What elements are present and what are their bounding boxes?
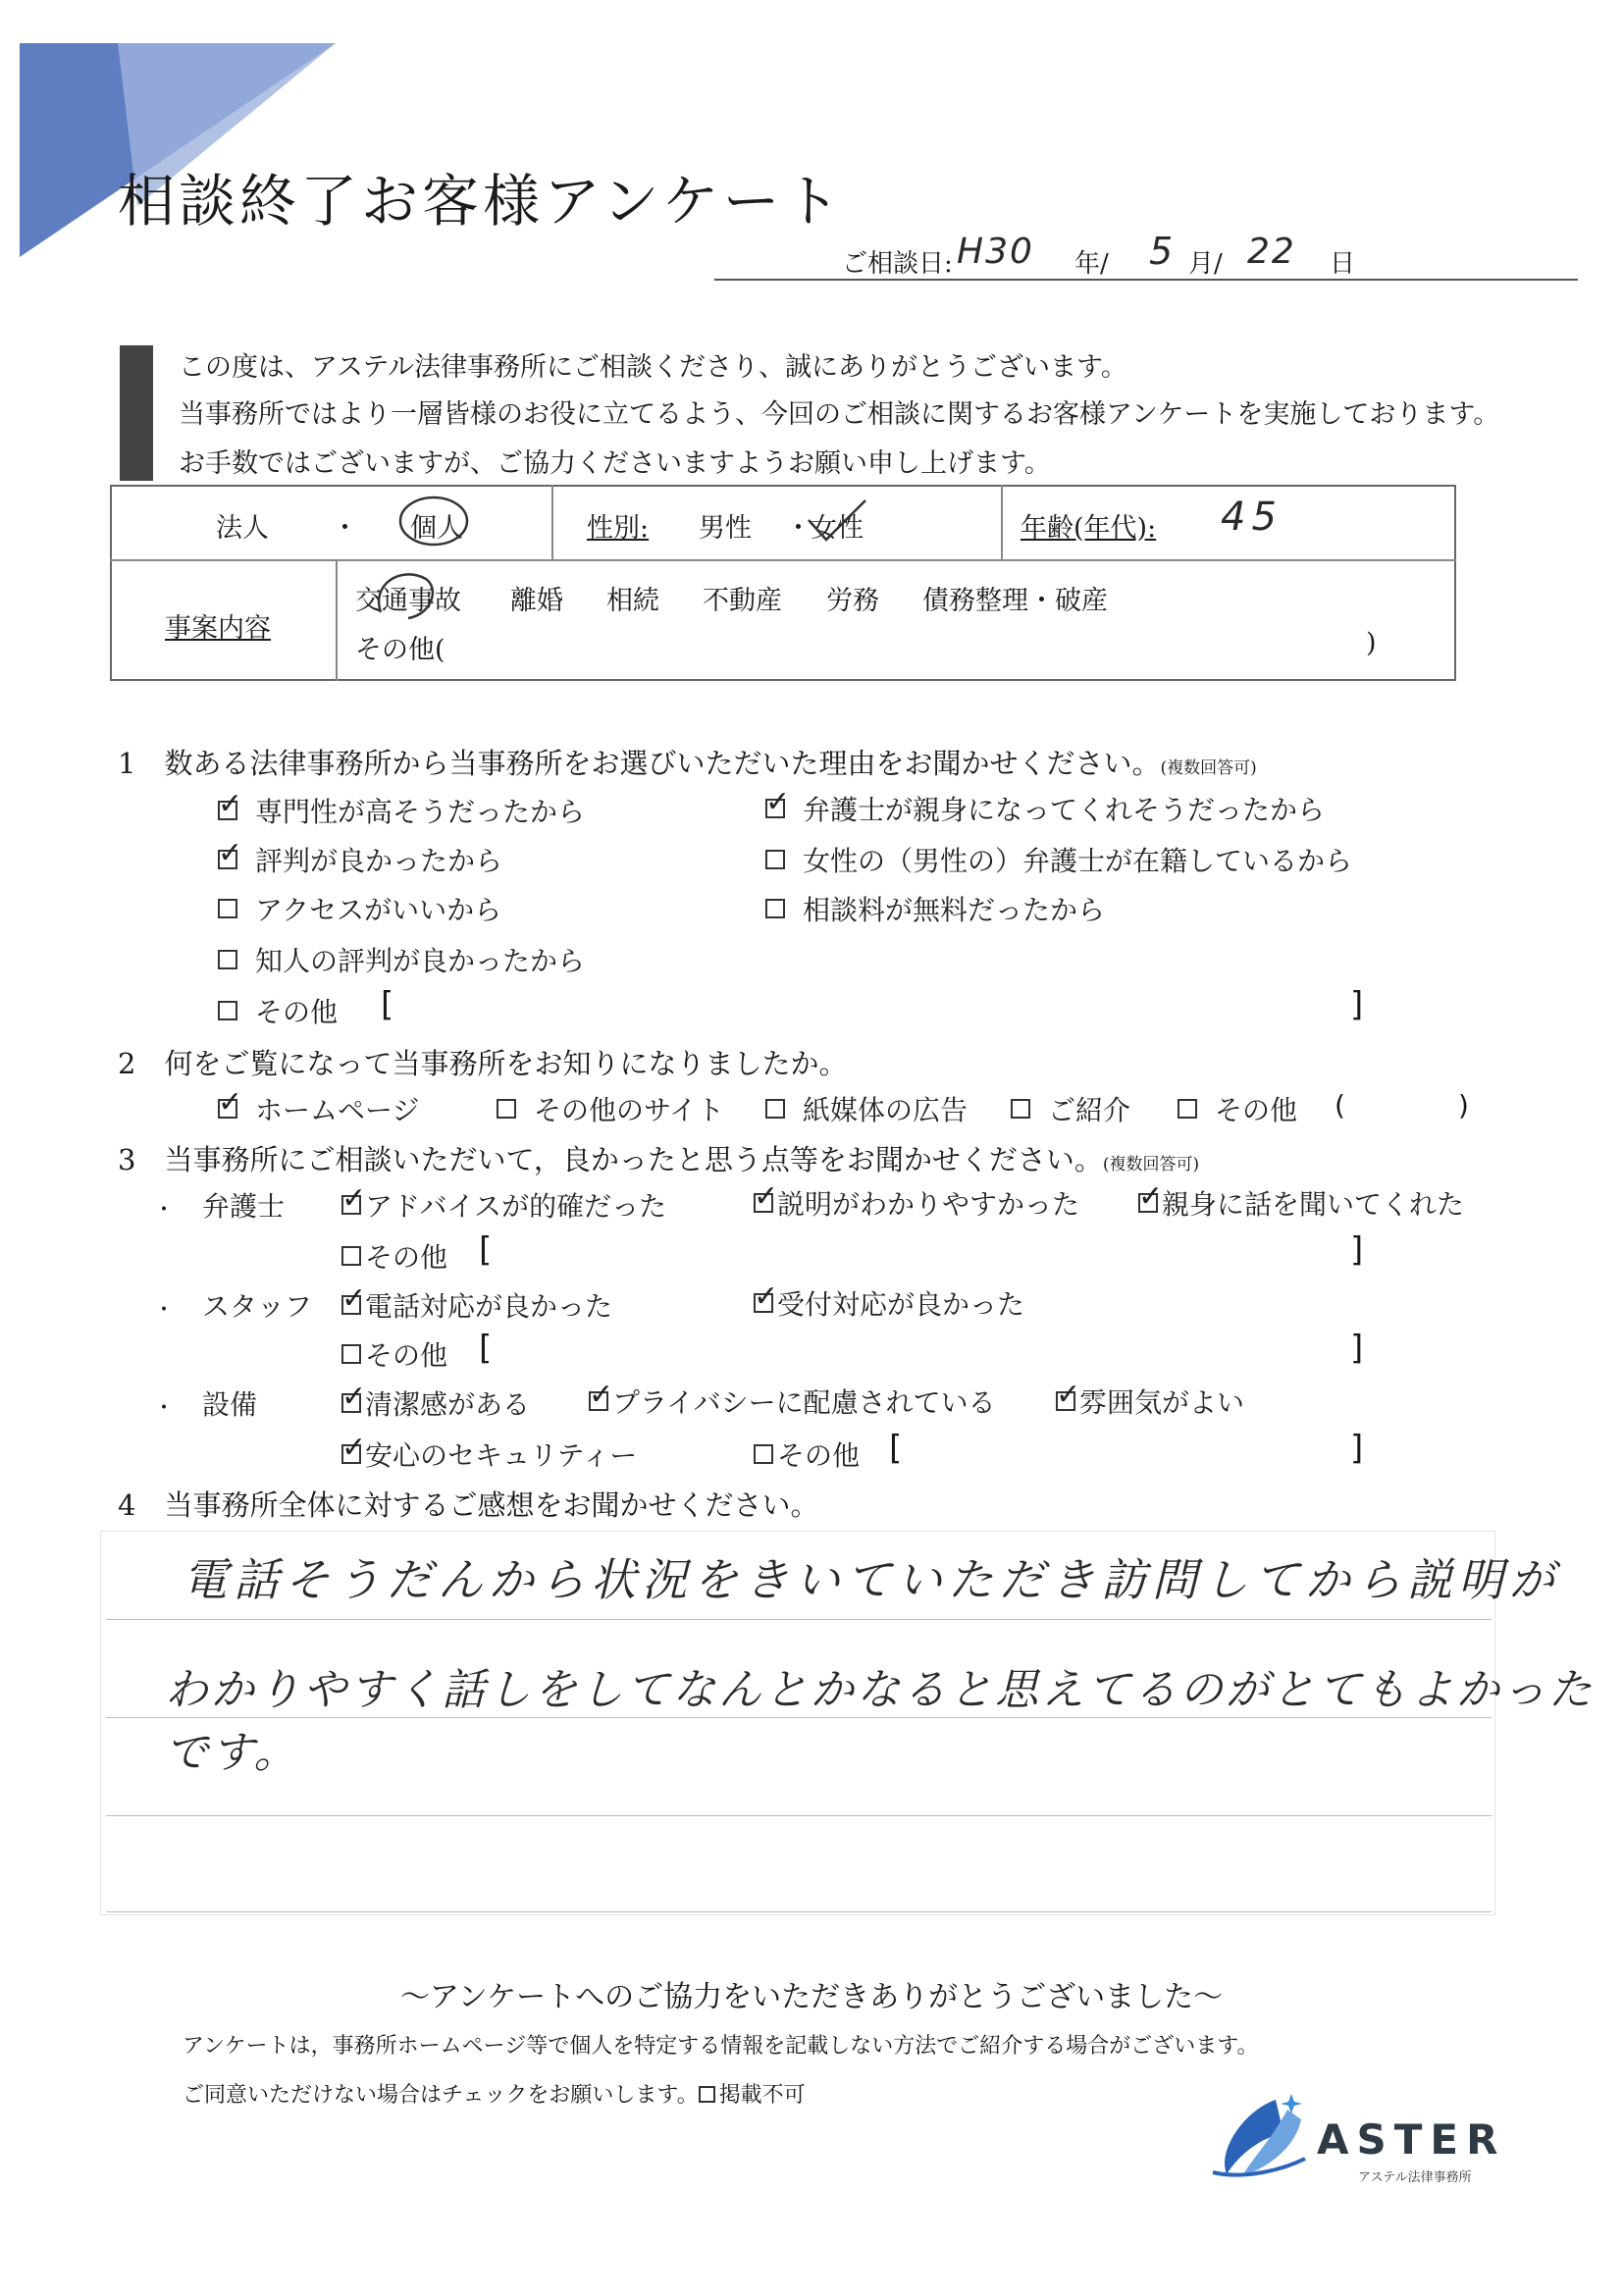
checkbox-icon[interactable] (218, 1001, 237, 1020)
q1-option[interactable]: ✓専門性が高そうだったから (218, 791, 585, 830)
bracket-close: ] (1350, 1329, 1364, 1368)
page-title: 相談終了お客様アンケート (118, 168, 845, 235)
q1-option[interactable]: 女性の（男性の）弁護士が在籍しているから (765, 840, 1352, 879)
checkbox-checked-icon[interactable] (341, 1444, 361, 1464)
bracket-open: [ (479, 1230, 493, 1270)
checkbox-icon[interactable] (1178, 1099, 1197, 1119)
client-corporate: 法人 (216, 513, 269, 544)
question-2-title: 2 何をご覧になって当事務所をお知りになりましたか。 (118, 1047, 848, 1080)
q2-option[interactable]: その他 (1178, 1089, 1297, 1128)
publication-note: アンケートは，事務所ホームページ等で個人を特定する情報を記載しない方法でご紹介する場合がございます。 (183, 2034, 1259, 2059)
q3-staff-other[interactable]: その他 (341, 1334, 447, 1374)
bracket-close: ] (1350, 1230, 1364, 1270)
gender-label: 性別: (587, 513, 650, 544)
opt-out-text: ご同意いただけない場合はチェックをお願いします。 (183, 2083, 699, 2108)
question-1-title (118, 742, 1257, 782)
case-option: 債務整理・破産 (922, 586, 1108, 616)
circle-mark-icon (371, 565, 440, 622)
date-month: 5 (1149, 230, 1179, 273)
q3-facility-other[interactable]: その他 (754, 1435, 860, 1474)
case-option: 相続 (606, 586, 659, 616)
opt-out-note (183, 2078, 806, 2109)
thanks-message: ～アンケートへのご協力をいただきありがとうございました～ (399, 1980, 1224, 2014)
table-col-divider (336, 559, 338, 681)
bracket-close: ] (1350, 1429, 1364, 1468)
comment-rule (106, 1911, 1492, 1912)
case-label: 事案内容 (165, 613, 271, 644)
q1-option[interactable]: 知人の評判が良かったから (218, 940, 585, 979)
checkbox-icon[interactable] (218, 950, 237, 969)
aster-logo-icon (1207, 2090, 1309, 2184)
q3-staff-option[interactable]: ✓ 電話対応が良かった (341, 1285, 612, 1325)
q3-lawyer-option[interactable]: ✓ 親身に話を聞いてくれた (1138, 1183, 1464, 1223)
checkbox-icon[interactable] (218, 899, 237, 918)
checkbox-icon[interactable] (765, 899, 785, 918)
q3-staff-option[interactable]: ✓ 受付対応が良かった (754, 1283, 1024, 1323)
q3-staff-label: スタッフ (202, 1290, 313, 1323)
checkbox-checked-icon[interactable] (1056, 1391, 1075, 1411)
date-year-unit: 年/ (1074, 249, 1109, 279)
checkbox-checked-icon[interactable] (218, 801, 237, 820)
q3-lawyer-other[interactable]: その他 (341, 1236, 447, 1276)
question-4-title: 4 当事務所全体に対するご感想をお聞かせください。 (118, 1488, 819, 1522)
case-option: 不動産 (703, 586, 782, 616)
q1-option[interactable]: アクセスがいいから (218, 889, 501, 928)
question-3-text: 3 当事務所にご相談いただいて，良かったと思う点等をお聞かせください。 (118, 1143, 1103, 1176)
checkbox-icon[interactable] (497, 1099, 516, 1119)
date-era-year: H30 (957, 232, 1034, 272)
table-col-divider (1001, 485, 1003, 559)
comment-rule (106, 1717, 1492, 1718)
q1-option[interactable]: ✓評判が良かったから (218, 840, 502, 879)
client-sep: ・ (332, 513, 358, 544)
q2-option[interactable]: ご紹介 (1011, 1089, 1130, 1128)
aster-logo-subtitle: アステル法律事務所 (1358, 2170, 1472, 2185)
bracket-close: ] (1350, 985, 1364, 1024)
checkbox-checked-icon[interactable] (341, 1393, 361, 1413)
checkbox-checked-icon[interactable] (218, 1099, 237, 1119)
q3-facility-option[interactable]: ✓安心のセキュリティー (341, 1435, 637, 1474)
paren-open: ( (1335, 1089, 1345, 1122)
q3-lawyer-label: 弁護士 (202, 1190, 286, 1223)
comment-rule (106, 1815, 1492, 1816)
checkbox-checked-icon[interactable] (589, 1391, 608, 1411)
gender-male: 男性 (699, 513, 752, 544)
date-underline (714, 279, 1578, 281)
consultation-date (711, 230, 1595, 279)
checkbox-icon[interactable] (754, 1444, 773, 1464)
intro-line-1: この度は、アステル法律事務所にご相談くださり、誠にありがとうございます。 (179, 352, 1127, 383)
checkbox-checked-icon[interactable] (218, 850, 237, 869)
date-month-unit: 月/ (1188, 249, 1223, 279)
case-other: その他( (355, 635, 445, 665)
case-option: 労務 (826, 586, 879, 616)
bracket-open: [ (479, 1329, 493, 1368)
table-row-divider (110, 559, 1456, 561)
age-value: 45 (1221, 495, 1283, 540)
bullet: ・ (153, 1396, 176, 1421)
aster-logo-text: ASTER (1317, 2115, 1506, 2164)
question-1-note: (複数回答可) (1160, 758, 1257, 778)
bullet: ・ (153, 1298, 176, 1323)
question-3-title (118, 1138, 1199, 1178)
gender-female: 女性 (811, 513, 864, 544)
q3-lawyer-option[interactable]: ✓ 説明がわかりやすかった (754, 1183, 1079, 1223)
comment-line-1: 電話そうだんから状況をきいていただき訪問してから説明が (183, 1553, 1560, 1606)
checkbox-icon[interactable] (765, 850, 785, 869)
checkbox-icon[interactable] (341, 1344, 361, 1364)
bracket-open: [ (381, 985, 394, 1024)
checkbox-checked-icon[interactable] (341, 1295, 361, 1315)
q1-option[interactable]: ✓ 弁護士が親身になってくれそうだったから (765, 789, 1325, 828)
checkbox-checked-icon[interactable] (754, 1193, 773, 1213)
checkbox-checked-icon[interactable] (754, 1293, 773, 1313)
bullet: ・ (153, 1198, 176, 1223)
checkbox-icon[interactable] (765, 1099, 785, 1119)
case-option: 交通事故 (355, 586, 461, 616)
q2-option[interactable]: その他のサイト (497, 1089, 724, 1128)
age-label: 年齢(年代): (1021, 513, 1157, 544)
q3-lawyer-option[interactable]: ✓ アドバイスが的確だった (341, 1185, 666, 1225)
q2-option[interactable]: 紙媒体の広告 (765, 1089, 968, 1128)
q3-facility-label: 設備 (202, 1388, 258, 1421)
circle-mark-icon (394, 491, 473, 551)
table-col-divider (551, 485, 553, 559)
checkbox-icon[interactable] (341, 1246, 361, 1266)
checkbox-checked-icon[interactable] (765, 799, 785, 818)
paren-close: ) (1458, 1089, 1469, 1122)
date-label: ご相談日: (842, 249, 953, 279)
checkbox-checked-icon[interactable] (341, 1195, 361, 1215)
case-other-close: ) (1366, 628, 1377, 658)
client-individual: 個人 (410, 513, 463, 544)
checkbox-icon[interactable] (1011, 1099, 1030, 1119)
checkmark-icon (805, 496, 873, 546)
intro-line-2: 当事務所ではより一層皆様のお役に立てるよう、今回のご相談に関するお客様アンケートを実施しております。 (179, 399, 1500, 430)
checkbox-checked-icon[interactable] (1138, 1193, 1158, 1213)
case-option: 離婚 (510, 586, 563, 616)
comment-rule (106, 1619, 1492, 1620)
question-3-note: (複数回答可) (1102, 1155, 1200, 1174)
q3-facility-option[interactable]: ✓ 雰囲気がよい (1056, 1382, 1244, 1421)
bracket-open: [ (889, 1429, 903, 1468)
date-day-unit: 日 (1330, 249, 1356, 279)
comment-line-2: わかりやすく話しをしてなんとかなると思えてるのがとてもよかったです。 (165, 1665, 1595, 1778)
intro-accent-bar (120, 345, 153, 481)
q3-facility-option[interactable]: ✓ プライバシーに配慮されている (589, 1382, 996, 1421)
q1-option[interactable]: 相談料が無料だったから (765, 889, 1105, 928)
date-day: 22 (1247, 232, 1296, 272)
q1-option-other[interactable]: その他 (218, 991, 338, 1030)
q2-option[interactable]: ✓ホームページ (218, 1089, 419, 1128)
gender-sep: ・ (785, 513, 812, 544)
no-publish-checkbox[interactable] (699, 2086, 715, 2103)
question-1-text: 1 数ある法律事務所から当事務所をお選びいただいた理由をお聞かせください。 (118, 747, 1161, 780)
intro-line-3: お手数ではございますが、ご協力くださいますようお願い申し上げます。 (179, 448, 1051, 479)
no-publish-label: 掲載不可 (718, 2083, 806, 2108)
q3-facility-option[interactable]: ✓ 清潔感がある (341, 1383, 530, 1423)
